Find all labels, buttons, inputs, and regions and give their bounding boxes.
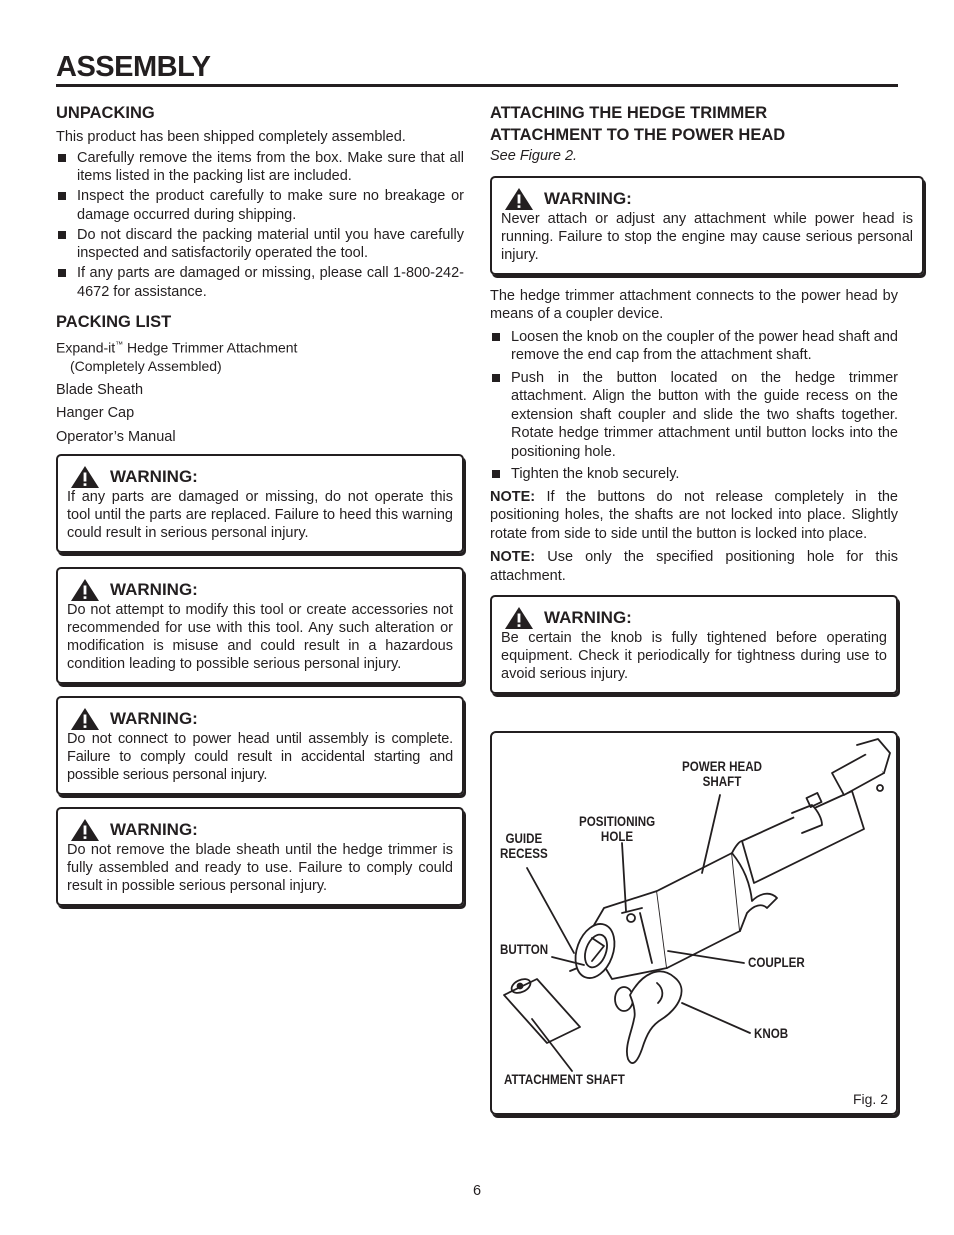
packing-list-heading: PACKING LIST xyxy=(56,313,172,331)
callout-line: POSITIONING xyxy=(579,814,656,829)
warning-triangle-icon xyxy=(70,818,100,842)
warning-title: WARNING: xyxy=(110,709,198,729)
callout-line: RECESS xyxy=(500,846,548,861)
warning-box xyxy=(490,176,924,275)
note-1 xyxy=(490,488,898,544)
list-item: Tighten the knob securely. xyxy=(490,465,898,484)
leader-knob xyxy=(682,1003,750,1033)
warning-title: WARNING: xyxy=(110,467,198,487)
attaching-intro: The hedge trimmer attachment connects to the power head by means of a coupler device. xyxy=(490,287,898,322)
packing-item xyxy=(56,336,464,357)
knob-handle xyxy=(627,971,682,1063)
packing-item-note: (Completely Assembled) xyxy=(70,358,222,375)
warning-box xyxy=(490,595,898,694)
trademark: ™ xyxy=(115,340,124,349)
callout-button: BUTTON xyxy=(500,942,549,957)
packing-item: Hanger Cap xyxy=(56,405,135,422)
note-2 xyxy=(490,548,898,585)
warning-text: Do not remove the blade sheath until the hedge trimmer is fully assembled and ready to use. Failure to comply could result in possible serious personal injury. xyxy=(67,842,453,895)
housing-screw xyxy=(877,785,883,791)
callout-coupler: COUPLER xyxy=(748,955,805,970)
list-item: If any parts are damaged or missing, please call 1-800-242-4672 for assistance. xyxy=(56,264,464,301)
coupler-illustration xyxy=(492,733,896,1113)
callout-attachment-shaft: ATTACHMENT SHAFT xyxy=(504,1072,625,1087)
list-item: Loosen the knob on the coupler of the power head shaft and remove the end cap from the attachment shaft. xyxy=(490,328,898,365)
warning-text: If any parts are damaged or missing, do not operate this tool until the parts are replaced. Failure to heed this warning could result in serious personal injury. xyxy=(67,489,453,542)
title-rule xyxy=(56,84,898,87)
unpacking-heading: UNPACKING xyxy=(56,104,155,122)
note-label: NOTE: xyxy=(490,488,536,505)
note-text: If the buttons do not release completely in the positioning holes, the shafts are not locked into place. Slightly rotate from side to side until the button is locked into place. xyxy=(490,488,898,542)
page-number: 6 xyxy=(472,1183,482,1199)
list-item: Push in the button located on the hedge trimmer attachment. Align the button with the guide recess on the extension shaft coupler and slide the two shafts together. Rotate hedge trimmer attachment until button locks into the positioning hole. xyxy=(490,369,898,462)
list-item: Carefully remove the items from the box. Make sure that all items listed in the packing list are included. xyxy=(56,149,464,186)
callout-power-head-shaft xyxy=(682,759,762,789)
note-text: Use only the specified positioning hole for this attachment. xyxy=(490,549,898,584)
warning-box xyxy=(56,567,464,684)
attaching-steps xyxy=(490,328,898,484)
figure-2 xyxy=(490,731,898,1115)
see-figure: See Figure 2. xyxy=(490,148,578,164)
warning-triangle-icon xyxy=(70,465,100,489)
warning-text: Be certain the knob is fully tightened before operating equipment. Check it periodically for tightness during use to avoid serious injury. xyxy=(501,630,887,682)
figure-caption: Fig. 2 xyxy=(852,1091,888,1107)
callout-knob: KNOB xyxy=(754,1026,789,1041)
warning-title: WARNING: xyxy=(110,820,198,840)
warning-triangle-icon xyxy=(504,187,534,211)
right-column xyxy=(490,100,913,694)
attaching-heading-line1: ATTACHING THE HEDGE TRIMMER xyxy=(490,104,768,122)
packing-item-rest: Hedge Trimmer Attachment xyxy=(123,339,298,356)
warning-text: Do not connect to power head until assembly is complete. Failure to comply could result in accidental starting and possible serious personal injury. xyxy=(67,731,453,784)
warning-triangle-icon xyxy=(504,606,534,630)
leader-guide-recess xyxy=(527,868,574,953)
shaft-button xyxy=(518,984,523,989)
packing-item-name: Expand-it xyxy=(56,339,116,356)
warning-triangle-icon xyxy=(70,578,100,602)
warning-triangle-icon xyxy=(70,707,100,731)
note-label: NOTE: xyxy=(490,549,536,565)
warning-box xyxy=(56,807,464,906)
callout-line: HOLE xyxy=(600,829,634,844)
power-head-shaft-upper xyxy=(742,791,864,883)
warning-text: Never attach or adjust any attachment while power head is running. Failure to stop the engine may cause serious personal injury. xyxy=(501,210,913,263)
shaft-joint xyxy=(732,841,742,853)
callout-line: GUIDE xyxy=(505,831,543,846)
callout-guide-recess xyxy=(500,831,548,861)
attaching-heading xyxy=(490,102,898,146)
warning-title: WARNING: xyxy=(544,608,632,627)
packing-item: Operator’s Manual xyxy=(56,428,176,445)
knob-stem xyxy=(615,987,633,1011)
page-title: ASSEMBLY xyxy=(56,51,211,83)
unpacking-list xyxy=(56,149,464,302)
list-item: Do not discard the packing material until you have carefully inspected and satisfactorily operated the tool. xyxy=(56,226,464,263)
attaching-heading-line2: ATTACHMENT TO THE POWER HEAD xyxy=(490,126,786,144)
left-column xyxy=(56,100,464,906)
unpacking-intro: This product has been shipped completely assembled. xyxy=(56,129,406,145)
warning-box xyxy=(56,454,464,553)
callout-line: SHAFT xyxy=(702,774,742,789)
list-item: Inspect the product carefully to make sure no breakage or damage occurred during shipping. xyxy=(56,187,464,224)
warning-title: WARNING: xyxy=(544,188,632,208)
callout-positioning-hole xyxy=(579,814,655,844)
warning-box xyxy=(56,696,464,795)
warning-text: Do not attempt to modify this tool or create accessories not recommended for use with this tool. Any such alteration or modification is misuse and could result in a hazardous condition leading to possible serious personal injury. xyxy=(67,602,453,673)
packing-item: Blade Sheath xyxy=(56,381,144,398)
warning-title: WARNING: xyxy=(110,580,198,600)
callout-line: POWER HEAD xyxy=(682,759,762,774)
